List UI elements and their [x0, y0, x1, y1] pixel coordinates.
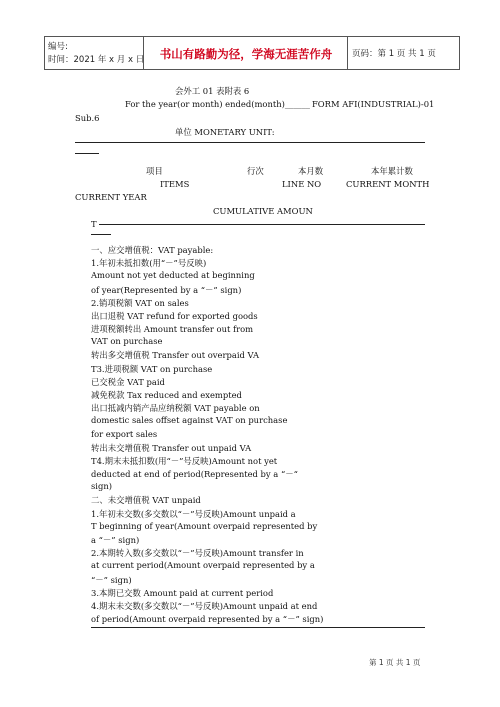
body-line: 已交税金 VAT paid — [91, 376, 165, 387]
col-item-cn: 项目 — [146, 166, 163, 176]
col-month-cn: 本月数 — [298, 166, 324, 176]
body-line: at current period(Amount overpaid represented by a — [91, 560, 315, 571]
motto-text: 书山有路勤为径，学海无涯苦作舟 — [159, 47, 333, 61]
bottom-rule — [91, 627, 425, 628]
time-label: 时间：2021 年 x 月 x 日 — [48, 55, 145, 65]
body-line: deducted at end of period(Represented by a “－“ — [91, 469, 298, 480]
mid-rule — [99, 224, 425, 225]
body-line: 减免税款 Tax reduced and exempted — [91, 390, 242, 400]
col-item-en: ITEMS — [160, 179, 190, 189]
body-line: 转出未交增值税 Transfer out unpaid VA — [91, 442, 252, 453]
body-line: of period(Amount overpaid represented by a “－” sign) — [91, 614, 324, 624]
body-line: “－” sign) — [91, 574, 132, 585]
body-line: 1.年初未抵扣数(用“－”号反映) — [91, 258, 207, 269]
period-line: For the year(or month) ended(month)______ — [125, 99, 310, 109]
col-cumulative: CUMULATIVE AMOUN — [213, 206, 313, 216]
sub-label: Sub.6 — [75, 113, 100, 123]
body-line: of year(Represented by a “－” sign) — [91, 284, 242, 295]
body-line: sign) — [91, 481, 112, 492]
body-line: VAT on purchase — [91, 336, 163, 347]
body-line: T3.进项税额 VAT on purchase — [91, 363, 213, 374]
unit-label: 单位 MONETARY UNIT: — [175, 127, 275, 137]
body-line: 4.期末未交数(多交数以“－”号反映)Amount unpaid at end — [91, 600, 318, 611]
top-rule-tail — [75, 153, 99, 154]
body-line: domestic sales offset against VAT on purchase — [91, 415, 288, 426]
body-line: 1.年初未交数(多交数以“－”号反映)Amount unpaid a — [91, 508, 296, 519]
body-line: 进项税额转出 Amount transfer out from — [91, 324, 254, 335]
body-line: 转出多交增值税 Transfer out overpaid VA — [91, 350, 260, 361]
body-line: T4.期末未抵扣数(用“－”号反映)Amount not yet — [91, 455, 278, 466]
col-line-en: LINE NO — [282, 179, 322, 189]
col-current-year: CURRENT YEAR — [75, 192, 147, 202]
col-ytd-cn: 本年累计数 — [371, 166, 413, 176]
header-meta-cell — [45, 37, 144, 69]
body-line: 2.本期转入数(多交数以“－”号反映)Amount transfer in — [91, 548, 304, 559]
body-line: 一、应交增值税：VAT payable: — [91, 245, 214, 255]
form-code: FORM AFI(INDUSTRIAL)-01 — [312, 99, 435, 109]
col-line-cn: 行次 — [247, 166, 264, 176]
form-title: 会外工 01 表附表 6 — [175, 86, 250, 96]
col-t-prefix: T — [91, 219, 97, 229]
body-line: 2.销项税额 VAT on sales — [91, 297, 189, 308]
body-line: 3.本期已交数 Amount paid at current period — [91, 587, 274, 598]
col-month-en: CURRENT MONTH — [346, 179, 430, 189]
mid-rule-tail — [91, 234, 111, 235]
body-line: 二、未交增值税 VAT unpaid — [91, 495, 201, 506]
header-table — [44, 36, 460, 70]
page-info: 页码：第 1 页 共 1 页 — [352, 49, 436, 59]
body-line: 出口抵减内销产品应纳税额 VAT payable on — [91, 403, 260, 414]
top-rule — [75, 142, 425, 143]
footer-page-info: 第 1 页 共 1 页 — [369, 658, 421, 667]
body-line: a “－” sign) — [91, 535, 140, 545]
body-line: T beginning of year(Amount overpaid represented by — [91, 520, 318, 531]
header-page-cell — [347, 37, 460, 69]
body-line: for export sales — [91, 428, 158, 439]
number-label: 编号: — [48, 42, 68, 52]
body-line: Amount not yet deducted at beginning — [91, 270, 255, 281]
body-line: 出口退税 VAT refund for exported goods — [91, 310, 258, 321]
